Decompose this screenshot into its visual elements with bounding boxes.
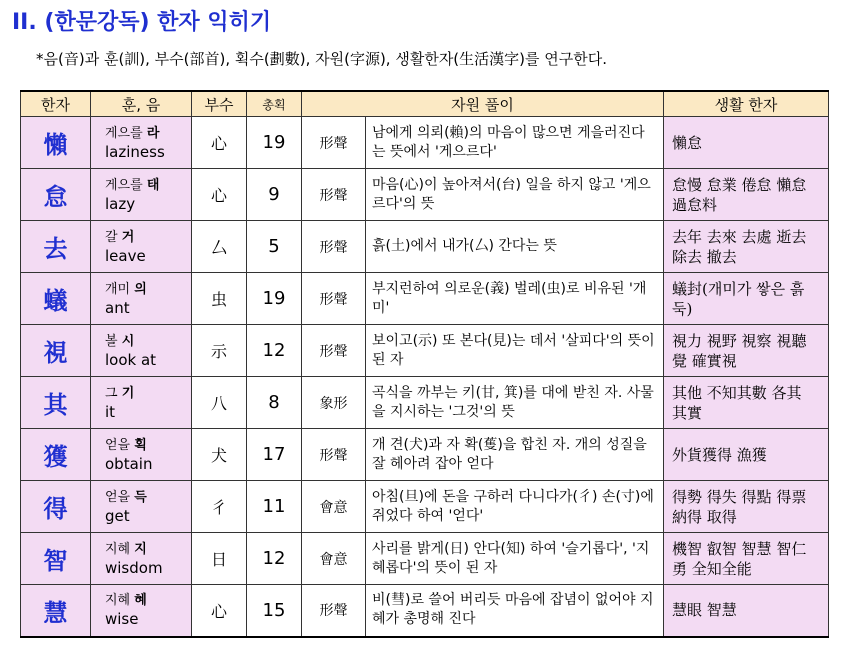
radical-cell: 心	[192, 169, 247, 221]
hun-text: 게으를	[105, 125, 143, 141]
hun-eum-cell	[91, 169, 192, 221]
hanja-char: 智	[21, 533, 91, 585]
hanja-char: 視	[21, 325, 91, 377]
page-subtitle: *음(音)과 훈(訓), 부수(部首), 획수(劃數), 자원(字源), 생활한자(生活漢字)를 연구한다.	[36, 50, 607, 68]
formation-type: 形聲	[302, 325, 366, 377]
eum-text: 지	[134, 541, 147, 557]
page-title: II. (한문강독) 한자 익히기	[12, 10, 272, 35]
stroke-count: 12	[247, 533, 302, 585]
english-meaning: laziness	[105, 142, 165, 161]
everyday-hanja: 視力 視野 視察 視聽覺 確實視	[664, 325, 829, 377]
header-origin: 자원 풀이	[302, 91, 664, 117]
header-strokes: 총획	[247, 91, 302, 117]
hun-eum-ko	[105, 125, 191, 143]
hun-eum-cell	[91, 377, 192, 429]
origin-explanation: 비(彗)로 쓸어 버리듯 마음에 잡념이 없어야 지혜가 총명해 진다	[366, 585, 664, 637]
hun-text: 그	[105, 385, 118, 401]
eum-text: 득	[134, 489, 147, 505]
formation-type: 形聲	[302, 273, 366, 325]
origin-explanation: 남에게 의뢰(賴)의 마음이 많으면 게을러진다는 뜻에서 '게으르다'	[366, 117, 664, 169]
table-row	[21, 117, 829, 169]
english-meaning: get	[105, 506, 130, 525]
origin-explanation: 보이고(示) 또 본다(見)는 데서 '살피다'의 뜻이 된 자	[366, 325, 664, 377]
hun-eum-ko	[105, 541, 191, 559]
hanja-char: 得	[21, 481, 91, 533]
eum-text: 획	[134, 437, 147, 453]
radical-cell: 示	[192, 325, 247, 377]
formation-type: 形聲	[302, 585, 366, 637]
stroke-count: 11	[247, 481, 302, 533]
hun-eum-cell	[91, 585, 192, 637]
eum-text: 태	[146, 177, 160, 193]
radical-cell: 日	[192, 533, 247, 585]
header-life: 생활 한자	[664, 91, 829, 117]
english-meaning: leave	[105, 246, 146, 265]
table-row	[21, 273, 829, 325]
hun-eum-ko	[105, 333, 191, 351]
radical-cell: 心	[192, 585, 247, 637]
hun-eum-cell	[91, 481, 192, 533]
radical-cell: 心	[192, 117, 247, 169]
everyday-hanja: 其他 不知其數 各其 其實	[664, 377, 829, 429]
english-meaning: look at	[105, 350, 157, 369]
table-row	[21, 221, 829, 273]
stroke-count: 19	[247, 273, 302, 325]
table-row	[21, 481, 829, 533]
hun-text: 지혜	[105, 541, 131, 557]
hanja-char: 怠	[21, 169, 91, 221]
hanja-char: 去	[21, 221, 91, 273]
everyday-hanja: 蟻封(개미가 쌓은 흙 둑)	[664, 273, 829, 325]
everyday-hanja: 機智 叡智 智慧 智仁勇 全知全能	[664, 533, 829, 585]
english-meaning: ant	[105, 298, 130, 317]
stroke-count: 5	[247, 221, 302, 273]
table-row	[21, 533, 829, 585]
english-meaning: obtain	[105, 454, 153, 473]
origin-explanation: 개 견(犬)과 자 확(蒦)을 합친 자. 개의 성질을 잘 헤아려 잡아 얻다	[366, 429, 664, 481]
formation-type: 形聲	[302, 429, 366, 481]
hun-eum-ko	[105, 489, 191, 507]
hun-eum-cell	[91, 273, 192, 325]
hun-eum-ko	[105, 385, 191, 403]
everyday-hanja: 懶怠	[664, 117, 829, 169]
hun-eum-ko	[105, 437, 191, 455]
eum-text: 혜	[134, 593, 147, 609]
formation-type: 會意	[302, 533, 366, 585]
origin-explanation: 곡식을 까부는 키(甘, 箕)를 대에 받친 자. 사물을 지시하는 '그것'의 뜻	[366, 377, 664, 429]
hun-text: 얻을	[105, 437, 131, 453]
hun-eum-cell	[91, 429, 192, 481]
hanja-char: 其	[21, 377, 91, 429]
table-row	[21, 429, 829, 481]
english-meaning: wise	[105, 610, 139, 629]
origin-explanation: 흙(土)에서 내가(厶) 간다는 뜻	[366, 221, 664, 273]
eum-text: 의	[134, 281, 147, 297]
everyday-hanja: 得勢 得失 得點 得票 納得 取得	[664, 481, 829, 533]
everyday-hanja: 去年 去來 去處 逝去 除去 撤去	[664, 221, 829, 273]
hun-text: 볼	[105, 333, 118, 349]
radical-cell: 犬	[192, 429, 247, 481]
hun-eum-ko	[105, 229, 191, 247]
table-header-row	[21, 91, 829, 117]
everyday-hanja: 怠慢 怠業 倦怠 懶怠 過怠料	[664, 169, 829, 221]
hun-eum-cell	[91, 533, 192, 585]
hun-eum-ko	[105, 281, 191, 299]
formation-type: 象形	[302, 377, 366, 429]
formation-type: 形聲	[302, 221, 366, 273]
table-row	[21, 377, 829, 429]
hanja-char: 獲	[21, 429, 91, 481]
hanja-char: 蟻	[21, 273, 91, 325]
hun-eum-ko	[105, 177, 191, 195]
table-row	[21, 325, 829, 377]
formation-type: 形聲	[302, 169, 366, 221]
table-row	[21, 585, 829, 637]
eum-text: 기	[121, 385, 135, 401]
stroke-count: 12	[247, 325, 302, 377]
english-meaning: lazy	[105, 194, 136, 213]
everyday-hanja: 慧眼 智慧	[664, 585, 829, 637]
hun-text: 개미	[105, 281, 131, 297]
formation-type: 形聲	[302, 117, 366, 169]
hanja-char: 懶	[21, 117, 91, 169]
eum-text: 거	[121, 229, 135, 245]
english-meaning: it	[105, 402, 116, 421]
hun-text: 갈	[105, 229, 118, 245]
header-hanja: 한자	[21, 91, 91, 117]
hun-eum-cell	[91, 221, 192, 273]
eum-text: 시	[121, 333, 135, 349]
hun-text: 얻을	[105, 489, 131, 505]
english-meaning: wisdom	[105, 558, 163, 577]
origin-explanation: 부지런하여 의로운(義) 벌레(虫)로 비유된 '개미'	[366, 273, 664, 325]
radical-cell: 八	[192, 377, 247, 429]
hun-eum-cell	[91, 117, 192, 169]
header-hun-eum: 훈, 음	[91, 91, 192, 117]
eum-text: 라	[146, 125, 160, 141]
header-busu: 부수	[192, 91, 247, 117]
hun-text: 게으를	[105, 177, 143, 193]
radical-cell: 虫	[192, 273, 247, 325]
stroke-count: 17	[247, 429, 302, 481]
origin-explanation: 마음(心)이 높아져서(台) 일을 하지 않고 '게으르다'의 뜻	[366, 169, 664, 221]
table-row	[21, 169, 829, 221]
radical-cell: 厶	[192, 221, 247, 273]
stroke-count: 8	[247, 377, 302, 429]
hun-text: 지혜	[105, 593, 131, 609]
hanja-table	[20, 90, 829, 638]
formation-type: 會意	[302, 481, 366, 533]
hanja-char: 慧	[21, 585, 91, 637]
origin-explanation: 아침(旦)에 돈을 구하러 다니다가(彳) 손(寸)에 쥐었다 하여 '얻다'	[366, 481, 664, 533]
hun-eum-ko	[105, 592, 191, 610]
radical-cell: 彳	[192, 481, 247, 533]
everyday-hanja: 外貨獲得 漁獲	[664, 429, 829, 481]
stroke-count: 15	[247, 585, 302, 637]
hun-eum-cell	[91, 325, 192, 377]
origin-explanation: 사리를 밝게(日) 안다(知) 하여 '슬기롭다', '지혜롭다'의 뜻이 된 자	[366, 533, 664, 585]
stroke-count: 19	[247, 117, 302, 169]
stroke-count: 9	[247, 169, 302, 221]
